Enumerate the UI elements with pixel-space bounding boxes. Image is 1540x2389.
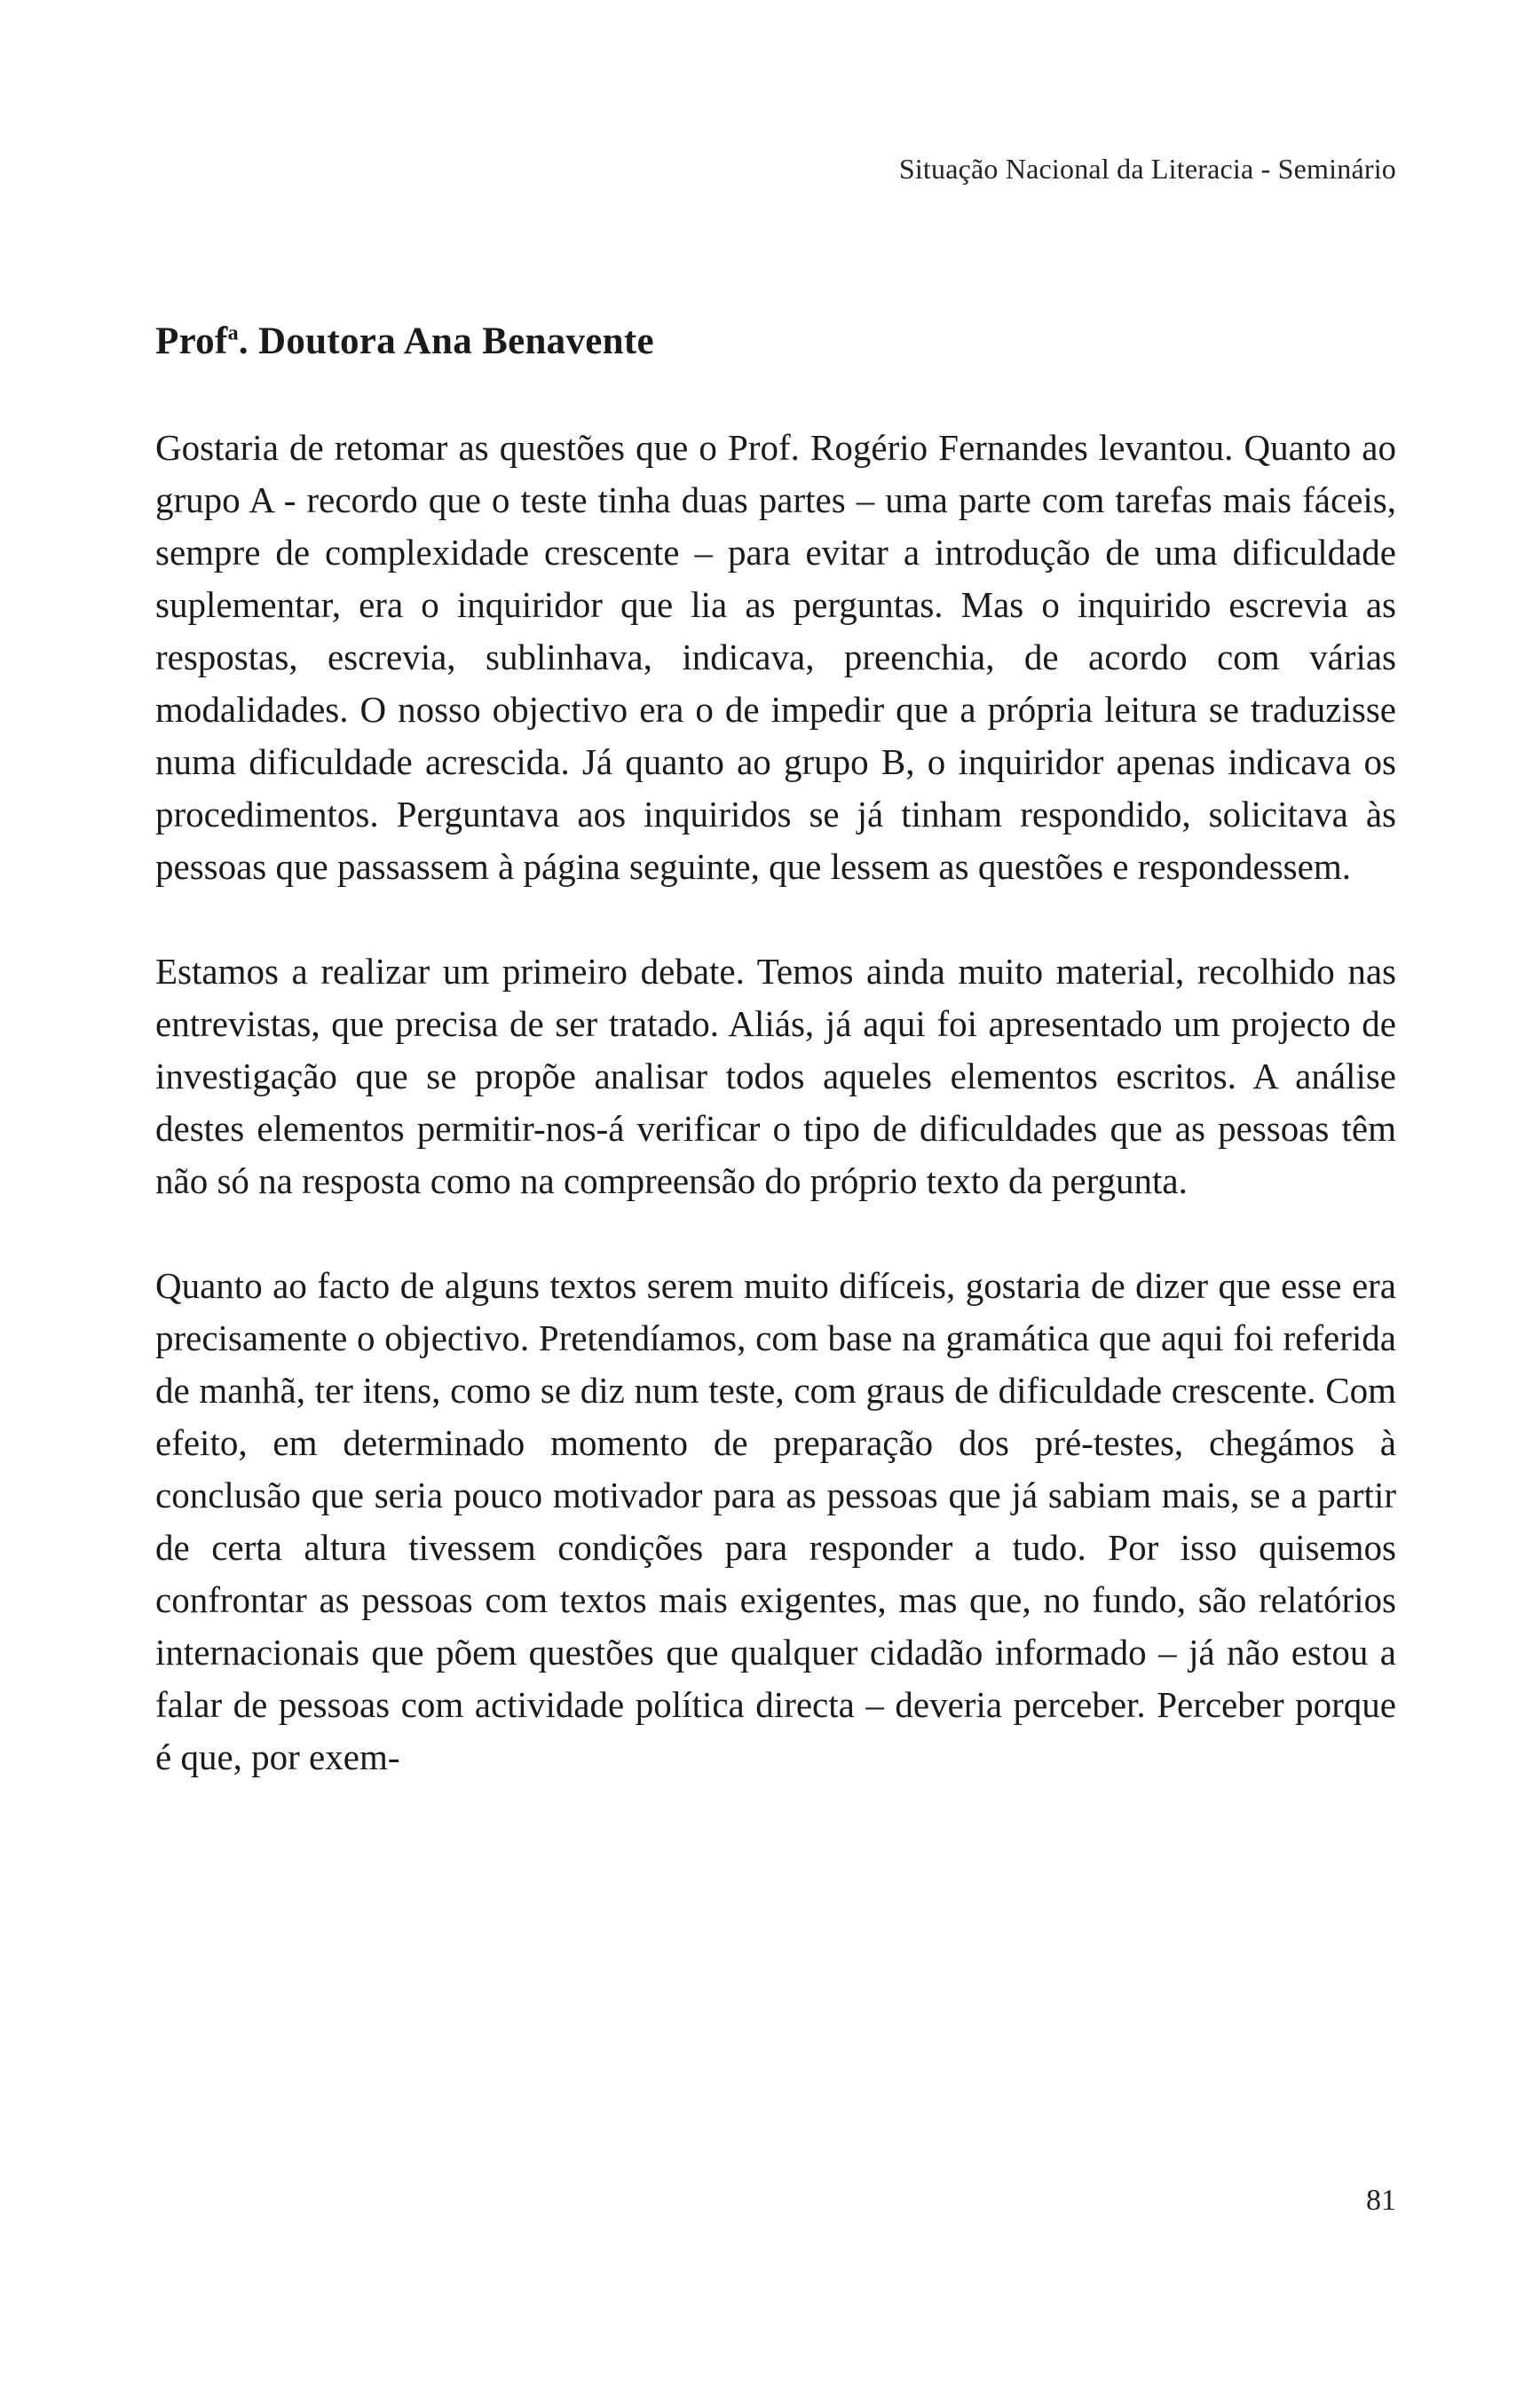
speaker-title-prefix: Prof bbox=[155, 320, 228, 362]
speaker-heading bbox=[155, 320, 1396, 363]
body-paragraph-2: Estamos a realizar um primeiro debate. Temos ainda muito material, recolhido nas entrevistas, que precisa de ser tratado. Aliás, já aqui foi apresentado um projecto de investigação que se propõe analisar todos aqueles elementos escritos. A análise destes elementos permitir-nos-á verificar o tipo de dificuldades que as pessoas têm não só na resposta como na compreensão do próprio texto da pergunta. bbox=[155, 951, 1396, 1201]
running-header: Situação Nacional da Literacia - Seminário bbox=[898, 153, 1396, 185]
page-number: 81 bbox=[1366, 2184, 1396, 2217]
speaker-title-superscript: a bbox=[227, 321, 239, 345]
speaker-name: . Doutora Ana Benavente bbox=[238, 320, 654, 362]
body-paragraph-3: Quanto ao facto de alguns textos serem muito difíceis, gostaria de dizer que esse era precisamente o objectivo. Pretendíamos, com base na gramática que aqui foi referida de manhã, ter itens, como se diz num teste, com graus de dificuldade crescente. Com efeito, em determinado momento de preparação dos pré-testes, chegámos à conclusão que seria pouco motivador para as pessoas que já sabiam mais, se a partir de certa altura tivessem condições para responder a tudo. Por isso quisemos confrontar as pessoas com textos mais exigentes, mas que, no fundo, são relatórios internacionais que põem questões que qualquer cidadão informado – já não estou a falar de pessoas com actividade política directa – deveria perceber. Perceber porque é que, por exem- bbox=[155, 1265, 1396, 1777]
body-paragraph-1: Gostaria de retomar as questões que o Prof. Rogério Fernandes levantou. Quanto ao grupo A - recordo que o teste tinha duas partes – uma parte com tarefas mais fáceis, sempre de complexidade crescente – para evitar a introdução de uma dificuldade suplementar, era o inquiridor que lia as perguntas. Mas o inquirido escrevia as respostas, escrevia, sublinhava, indicava, preenchia, de acordo com várias modalidades. O nosso objectivo era o de impedir que a própria leitura se traduzisse numa dificuldade acrescida. Já quanto ao grupo B, o inquiridor apenas indicava os procedimentos. Perguntava aos inquiridos se já tinham respondido, solicitava às pessoas que passassem à página seguinte, que lessem as questões e respondessem. bbox=[155, 427, 1396, 887]
page-content bbox=[155, 320, 1396, 1836]
